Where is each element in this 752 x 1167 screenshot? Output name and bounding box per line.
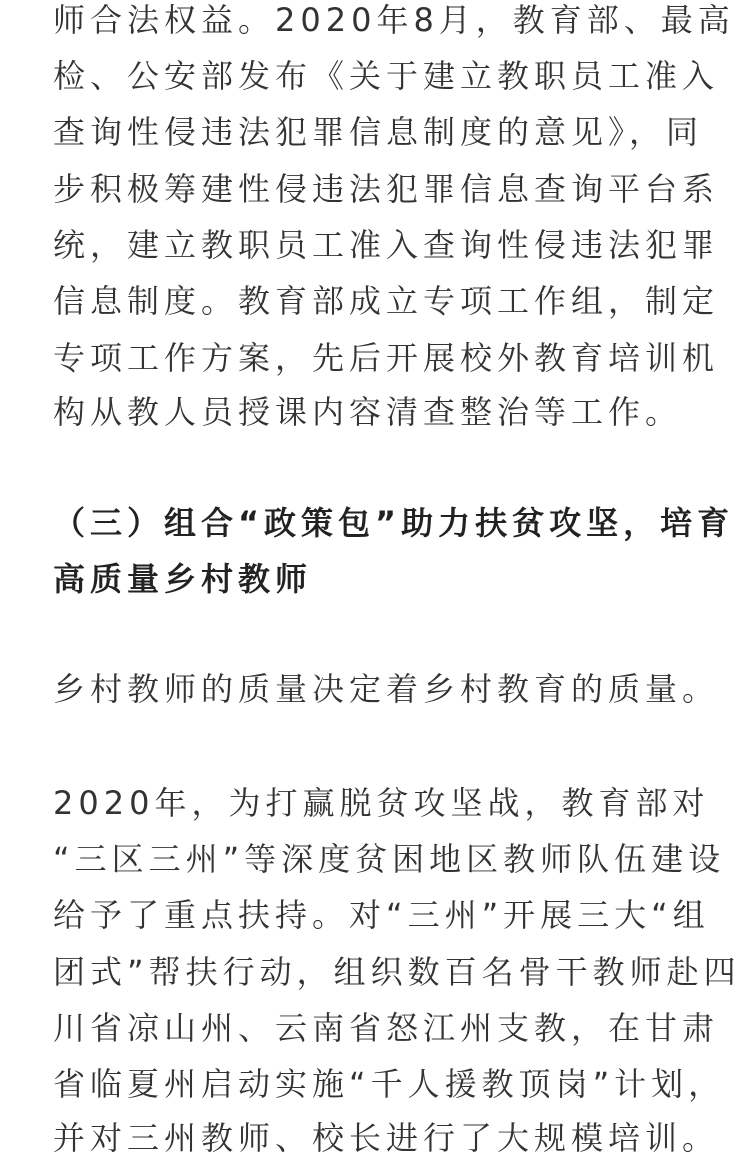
text-line: 团式”帮扶行动，组织数百名骨干教师赴四 (53, 953, 741, 991)
text-line: 川省凉山州、云南省怒江州支教，在甘肃 (53, 1009, 720, 1047)
text-line: 查询性侵违法犯罪信息制度的意见》，同 (53, 113, 704, 151)
text-line: 专项工作方案，先后开展校外教育培训机 (53, 339, 720, 377)
text-line: 给予了重点扶持。对“三州”开展三大“组 (53, 896, 710, 934)
text-line: 师合法权益。2020年8月，教育部、最高 (53, 1, 735, 39)
heading-line: （三）组合“政策包”助力扶贫攻坚，培育 (53, 504, 735, 542)
text-line: 省临夏州启动实施“千人援教顶岗”计划， (53, 1065, 726, 1103)
text-line: 并对三州教师、校长进行了大规模培训。 (53, 1119, 720, 1157)
text-line: 构从教人员授课内容清查整治等工作。 (53, 393, 683, 431)
text-line: 检、公安部发布《关于建立教职员工准入 (53, 57, 720, 95)
text-line: 乡村教师的质量决定着乡村教育的质量。 (53, 670, 720, 708)
text-line: “三区三州”等深度贫困地区教师队伍建设 (53, 840, 726, 878)
heading-line: 高质量乡村教师 (53, 560, 313, 598)
text-line: 2020年，为打赢脱贫攻坚战，教育部对 (53, 784, 710, 822)
text-line: 步积极筹建性侵违法犯罪信息查询平台系 (53, 170, 720, 208)
text-line: 信息制度。教育部成立专项工作组，制定 (53, 282, 720, 320)
text-line: 统，建立教职员工准入查询性侵违法犯罪 (53, 226, 720, 264)
